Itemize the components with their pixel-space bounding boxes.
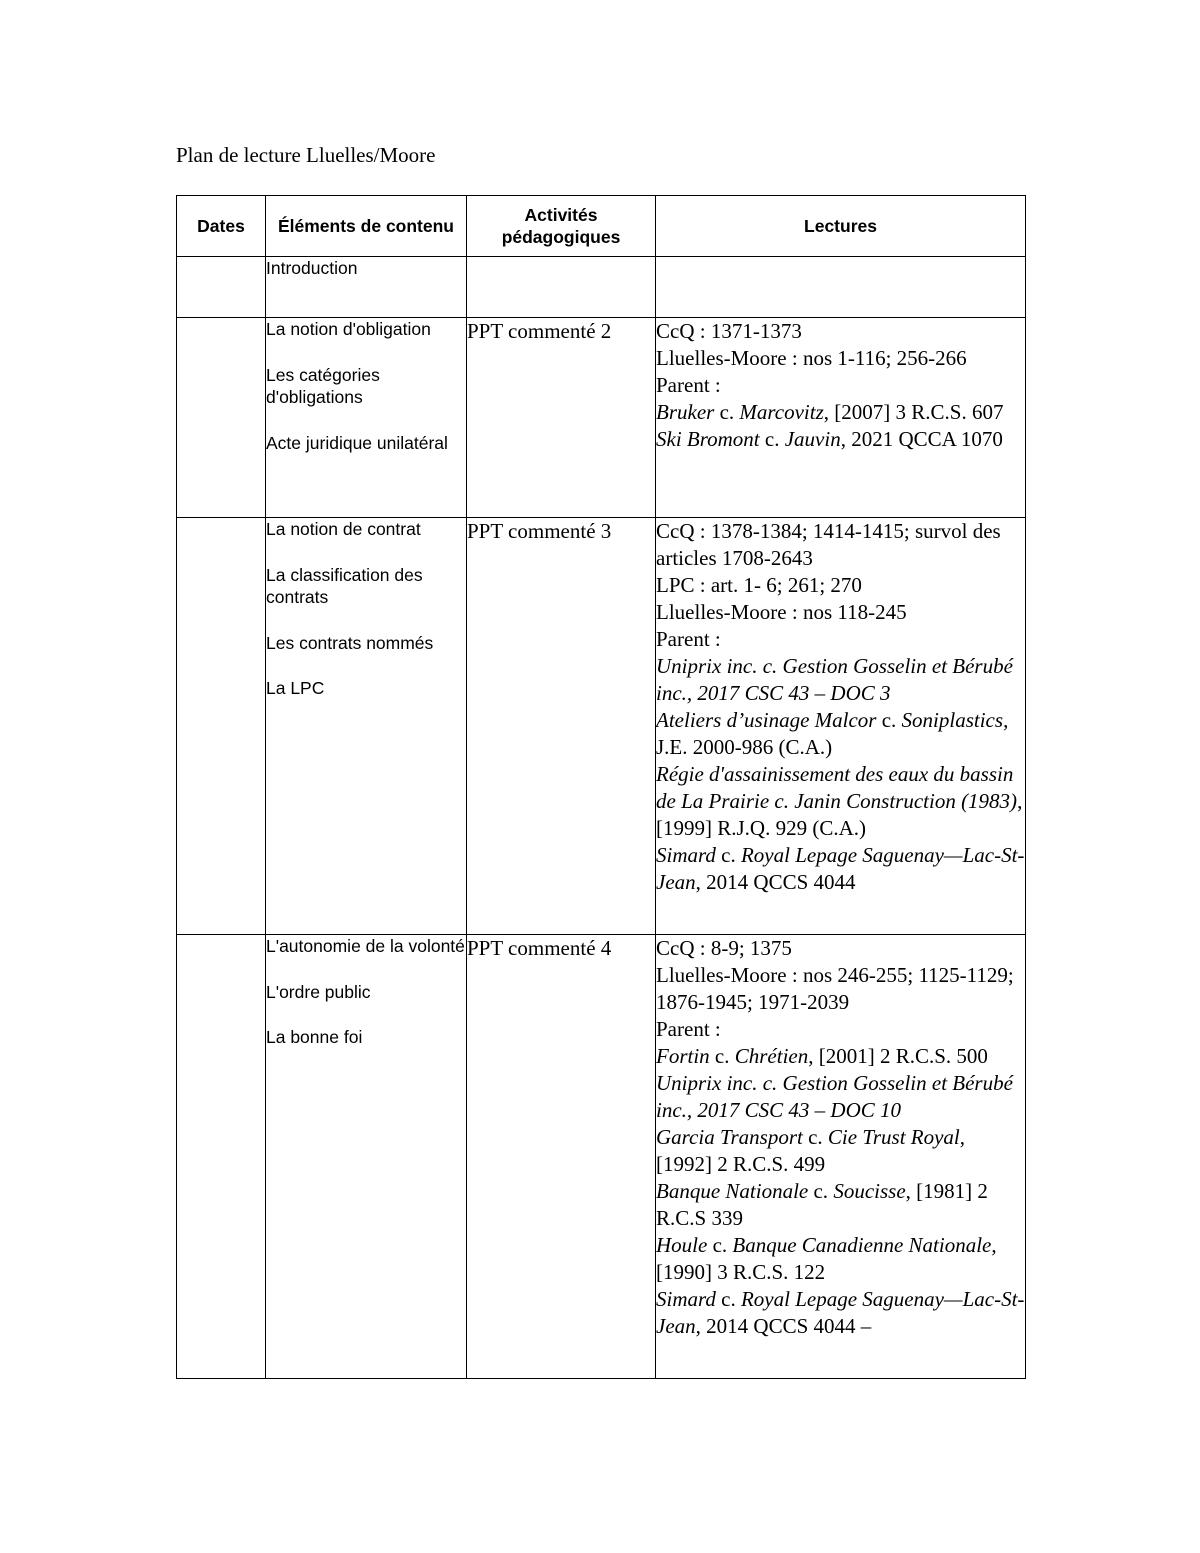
reading-line: Lluelles-Moore : nos 246-255; 1125-1129; 1876-1945; 1971-2039 — [656, 963, 1014, 1014]
header-lectures: Lectures — [656, 196, 1026, 257]
reading-line: Uniprix inc. c. Gestion Gosselin et Bérubé inc., 2017 CSC 43 – DOC 10 — [656, 1071, 1013, 1122]
reading-line: Lluelles-Moore : nos 1-116; 256-266 — [656, 346, 967, 370]
header-dates: Dates — [177, 196, 266, 257]
readings-cell — [656, 257, 1026, 318]
date-cell — [177, 257, 266, 318]
elements-cell — [266, 318, 467, 518]
reading-line: Parent : — [656, 627, 721, 651]
reading-line: Banque Nationale c. Soucisse, [1981] 2 R.C.S 339 — [656, 1179, 988, 1230]
table-header-row — [177, 196, 1026, 257]
reading-plan-table — [176, 195, 1026, 1379]
page-title: Plan de lecture Lluelles/Moore — [176, 143, 436, 167]
date-cell — [177, 318, 266, 518]
activity-cell: PPT commenté 4 — [467, 935, 656, 1379]
reading-line: Garcia Transport c. Cie Trust Royal, [1992] 2 R.C.S. 499 — [656, 1125, 966, 1176]
reading-line: Lluelles-Moore : nos 118-245 — [656, 600, 907, 624]
readings-cell — [656, 935, 1026, 1379]
reading-line: Parent : — [656, 1017, 721, 1041]
content-element: La classification des contrats — [266, 564, 423, 607]
readings-cell — [656, 518, 1026, 935]
elements-cell — [266, 518, 467, 935]
header-activites: Activités pédagogiques — [467, 196, 656, 257]
content-element: La notion d'obligation — [266, 319, 431, 339]
reading-line: CcQ : 1371-1373 — [656, 319, 802, 343]
reading-line: Parent : — [656, 373, 721, 397]
reading-line: LPC : art. 1- 6; 261; 270 — [656, 573, 862, 597]
content-element: L'ordre public — [266, 981, 371, 1002]
readings-cell — [656, 318, 1026, 518]
reading-line: Ski Bromont c. Jauvin, 2021 QCCA 1070 — [656, 427, 1003, 451]
table-row — [177, 518, 1026, 935]
content-element: La bonne foi — [266, 1027, 363, 1047]
activity-cell — [467, 257, 656, 318]
activity-cell: PPT commenté 3 — [467, 518, 656, 935]
activity-cell: PPT commenté 2 — [467, 318, 656, 518]
elements-cell — [266, 257, 467, 318]
content-element: La notion de contrat — [266, 519, 421, 539]
table-row — [177, 257, 1026, 318]
reading-line: Simard c. Royal Lepage Saguenay—Lac-St-Jean, 2014 QCCS 4044 — [656, 843, 1025, 894]
header-elements: Éléments de contenu — [266, 196, 467, 257]
content-element: La LPC — [266, 678, 325, 698]
content-element: Les catégories d'obligations — [266, 364, 380, 407]
reading-line: Bruker c. Marcovitz, [2007] 3 R.C.S. 607 — [656, 400, 1004, 424]
content-element: L'autonomie de la volonté — [266, 936, 465, 956]
reading-line: Ateliers d’usinage Malcor c. Soniplastics, J.E. 2000-986 (C.A.) — [656, 708, 1009, 759]
date-cell — [177, 935, 266, 1379]
table-row — [177, 318, 1026, 518]
reading-line: CcQ : 1378-1384; 1414-1415; survol des articles 1708-2643 — [656, 519, 1001, 570]
content-element: Les contrats nommés — [266, 632, 434, 653]
table-body — [177, 257, 1026, 1379]
table-row — [177, 935, 1026, 1379]
reading-line: Simard c. Royal Lepage Saguenay—Lac-St-Jean, 2014 QCCS 4044 – — [656, 1287, 1025, 1338]
elements-cell — [266, 935, 467, 1379]
reading-line: Fortin c. Chrétien, [2001] 2 R.C.S. 500 — [656, 1044, 988, 1068]
content-element: Acte juridique unilatéral — [266, 432, 448, 453]
reading-line: Uniprix inc. c. Gestion Gosselin et Bérubé inc., 2017 CSC 43 – DOC 3 — [656, 654, 1013, 705]
date-cell — [177, 518, 266, 935]
reading-line: Houle c. Banque Canadienne Nationale, [1990] 3 R.C.S. 122 — [656, 1233, 997, 1284]
content-element: Introduction — [266, 258, 358, 278]
reading-line: CcQ : 8-9; 1375 — [656, 936, 792, 960]
reading-line: Régie d'assainissement des eaux du bassin de La Prairie c. Janin Construction (1983), [1999] R.J.Q. 929 (C.A.) — [656, 762, 1023, 840]
